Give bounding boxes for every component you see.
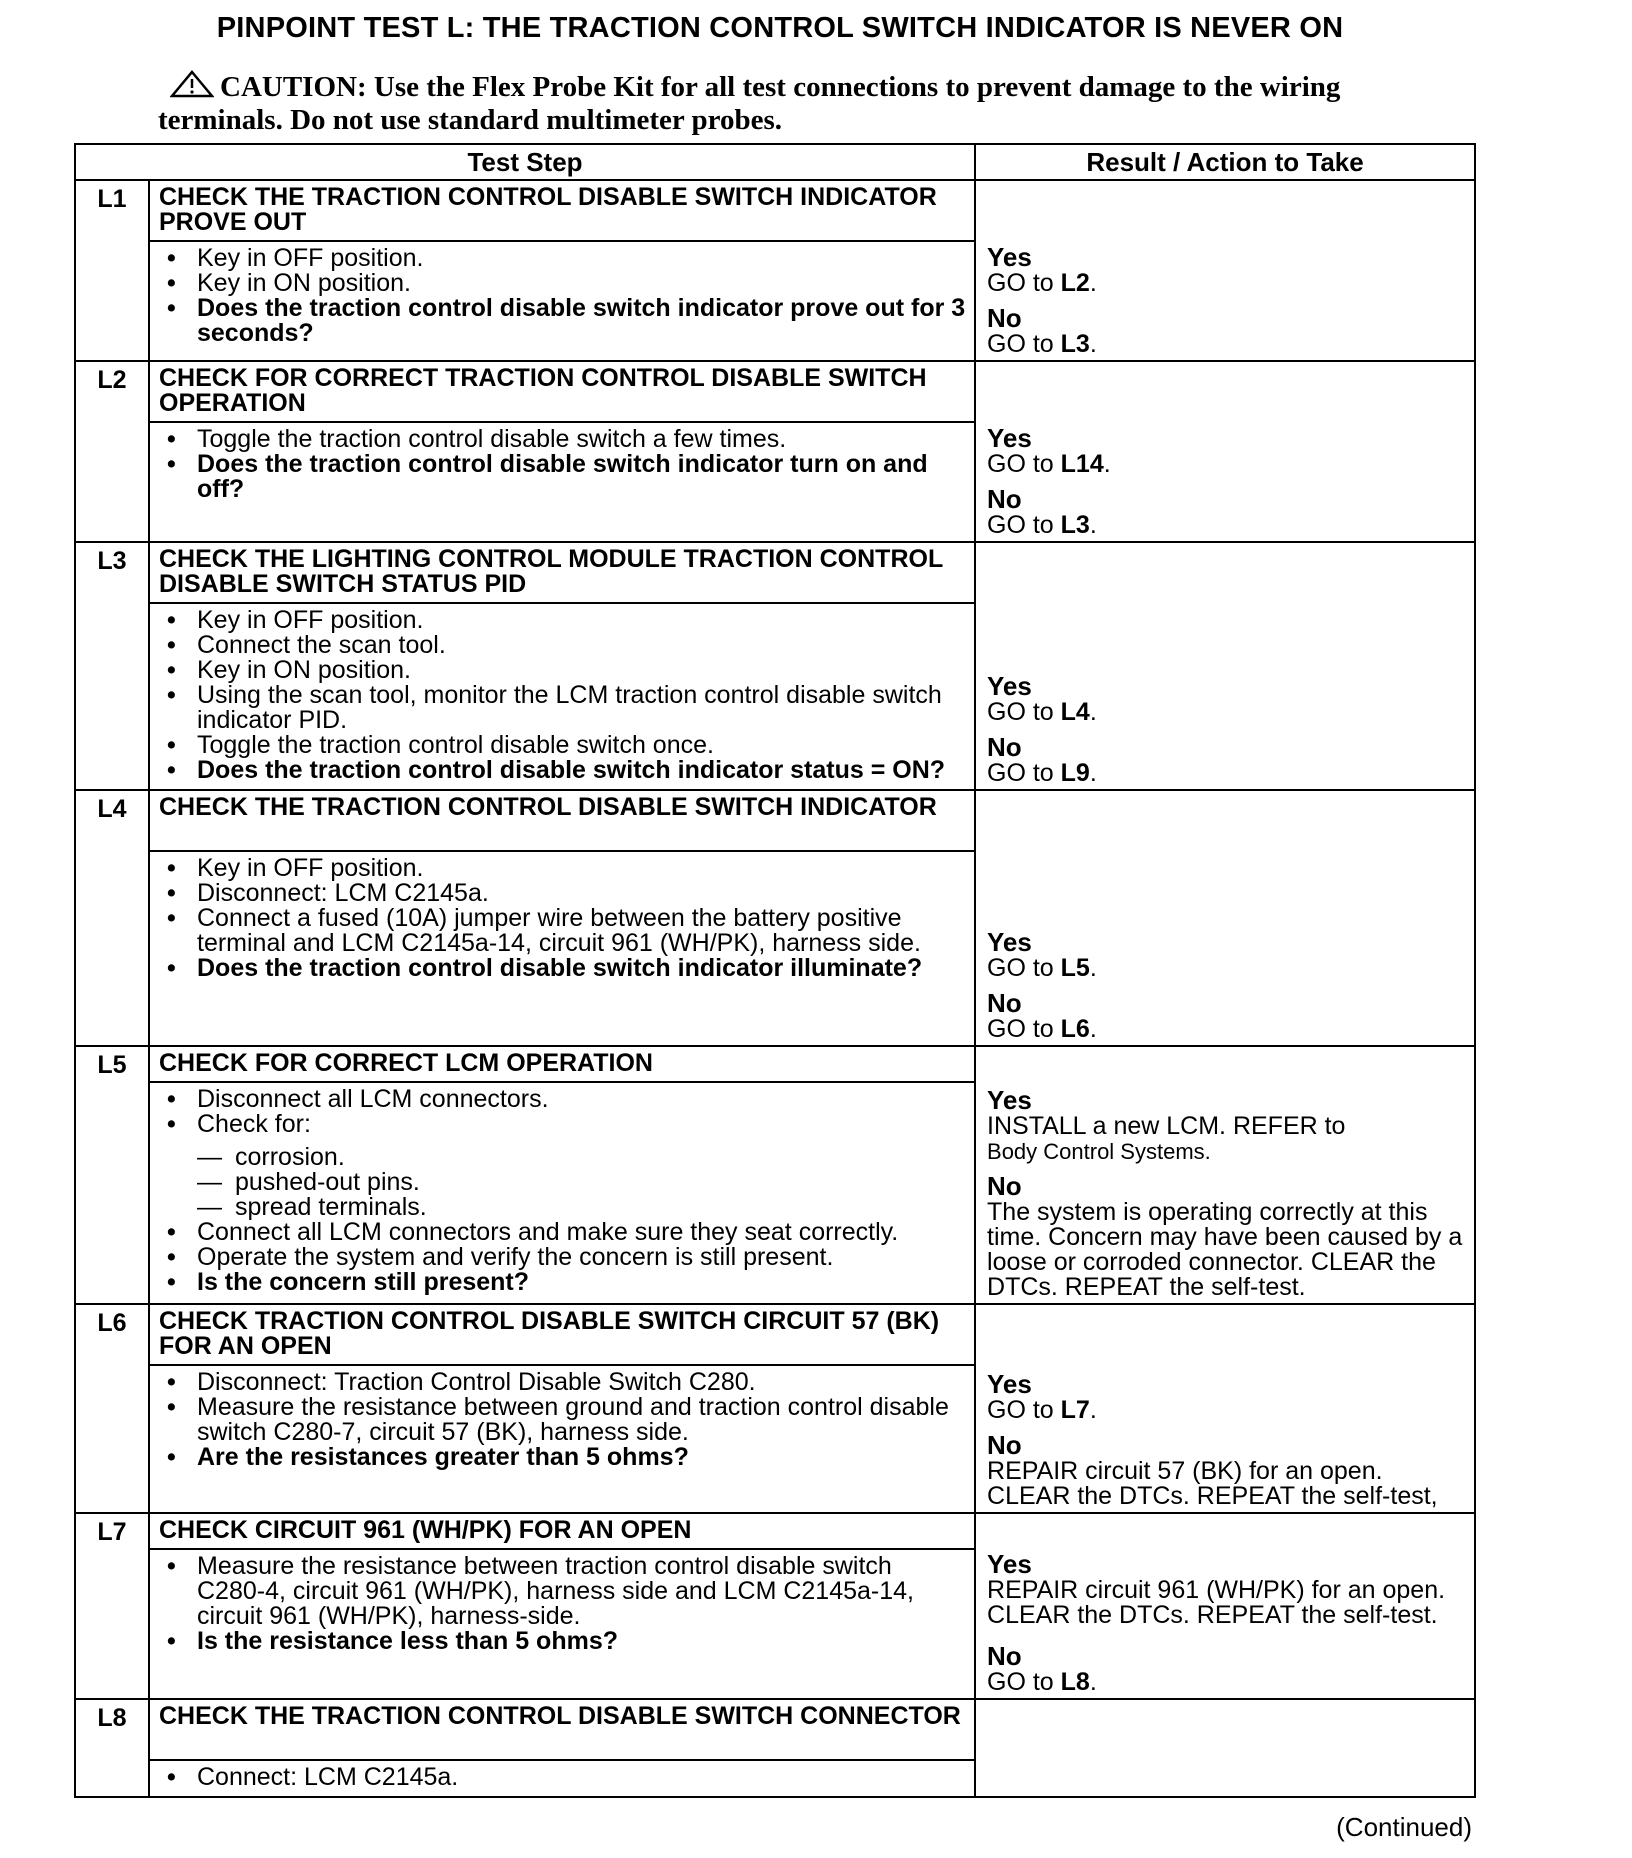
step-heading-row [75, 180, 1475, 241]
result-no-label: No [987, 1171, 1022, 1201]
list-item: • Measure the resistance between ground and traction control disable switch C280-7, circuit 57 (BK), harness side. [159, 1395, 966, 1445]
result-yes-label: Yes [987, 1549, 1032, 1579]
result-yes-ref: L5 [1060, 954, 1090, 982]
header-test-step: Test Step [75, 144, 975, 180]
step-heading: CHECK THE TRACTION CONTROL DISABLE SWITCH CONNECTOR [149, 1699, 975, 1760]
step-result: Yes GO to L5. No GO to L6. [975, 790, 1475, 1046]
step-body [149, 1365, 975, 1513]
result-no-label: No [987, 484, 1022, 514]
result-yes-ref: L7 [1060, 1396, 1090, 1424]
list-item: — corrosion. [159, 1145, 966, 1170]
warning-triangle-icon [170, 70, 214, 105]
step-body [149, 851, 975, 1046]
result-yes-text: GO to [987, 698, 1054, 726]
step-heading-row [75, 1699, 1475, 1760]
step-body [149, 422, 975, 542]
list-item: • Does the traction control disable switch indicator status = ON? [159, 758, 966, 783]
list-item: • Are the resistances greater than 5 ohms? [159, 1445, 966, 1470]
continued-note: (Continued) [1336, 1812, 1472, 1842]
step-result: Yes REPAIR circuit 961 (WH/PK) for an open. CLEAR the DTCs. REPEAT the self-test. No GO to L8. [975, 1513, 1475, 1699]
result-yes-text: GO to [987, 450, 1054, 478]
list-item: • Connect the scan tool. [159, 633, 966, 658]
result-yes-ref: Body Control Systems. [987, 1139, 1211, 1164]
list-item: • Disconnect: LCM C2145a. [159, 881, 966, 906]
step-id: L5 [75, 1046, 149, 1304]
caution-label: CAUTION: [220, 71, 367, 103]
step-heading-row [75, 1046, 1475, 1082]
list-item: — pushed-out pins. [159, 1170, 966, 1195]
step-id: L4 [75, 790, 149, 1046]
step-body [149, 1549, 975, 1699]
list-item: — spread terminals. [159, 1195, 966, 1220]
result-yes-ref: L2 [1060, 269, 1090, 297]
result-no-ref: L3 [1060, 511, 1090, 539]
result-yes-label: Yes [987, 423, 1032, 453]
result-no-text: REPAIR circuit 57 (BK) for an open. CLEAR the DTCs. REPEAT the self-test, [987, 1457, 1438, 1510]
step-id: L6 [75, 1304, 149, 1513]
step-body [149, 603, 975, 790]
step-heading: CHECK THE TRACTION CONTROL DISABLE SWITCH INDICATOR [149, 790, 975, 851]
list-item: • Is the concern still present? [159, 1270, 966, 1295]
caution-text: Use the Flex Probe Kit for all test connections to prevent damage to the wiring terminals. Do not use standard multimeter probes. [158, 71, 1341, 136]
list-item: • Does the traction control disable switch indicator prove out for 3 seconds? [159, 296, 966, 346]
list-item: • Connect: LCM C2145a. [159, 1765, 966, 1790]
step-result: Yes GO to L7. No REPAIR circuit 57 (BK) for an open. CLEAR the DTCs. REPEAT the self-test, [975, 1304, 1475, 1513]
step-heading-row [75, 1304, 1475, 1365]
list-item: • Key in ON position. [159, 658, 966, 683]
result-yes-ref: L14 [1060, 450, 1104, 478]
list-item: • Measure the resistance between traction control disable switch C280-4, circuit 961 (WH/PK), harness side and LCM C2145a-14, circuit 961 (WH/PK), harness-side. [159, 1554, 966, 1629]
step-result: Yes GO to L4. No GO to L9. [975, 542, 1475, 790]
step-result [975, 1699, 1475, 1797]
table-header-row [75, 144, 1475, 180]
list-item: • Disconnect: Traction Control Disable Switch C280. [159, 1370, 966, 1395]
step-heading-row [75, 361, 1475, 422]
result-yes-label: Yes [987, 1085, 1032, 1115]
result-yes-label: Yes [987, 1369, 1032, 1399]
step-body [149, 241, 975, 361]
list-item: • Toggle the traction control disable switch a few times. [159, 427, 966, 452]
list-item: • Does the traction control disable switch indicator illuminate? [159, 956, 966, 981]
result-yes-text: REPAIR circuit 961 (WH/PK) for an open. CLEAR the DTCs. REPEAT the self-test. [987, 1576, 1446, 1629]
result-yes-ref: L4 [1060, 698, 1090, 726]
result-no-label: No [987, 988, 1022, 1018]
step-heading: CHECK FOR CORRECT TRACTION CONTROL DISABLE SWITCH OPERATION [149, 361, 975, 422]
list-item: • Key in OFF position. [159, 856, 966, 881]
list-item: • Operate the system and verify the concern is still present. [159, 1245, 966, 1270]
result-no-text: GO to [987, 759, 1054, 787]
step-heading-row [75, 542, 1475, 603]
step-heading: CHECK THE TRACTION CONTROL DISABLE SWITCH INDICATOR PROVE OUT [149, 180, 975, 241]
step-result: Yes GO to L14. No GO to L3. [975, 361, 1475, 542]
header-result: Result / Action to Take [975, 144, 1475, 180]
pinpoint-test-table [74, 143, 1476, 1798]
result-yes-text: GO to [987, 269, 1054, 297]
step-heading-row [75, 1513, 1475, 1549]
result-yes-label: Yes [987, 671, 1032, 701]
list-item: • Connect all LCM connectors and make sure they seat correctly. [159, 1220, 966, 1245]
step-result [975, 1046, 1475, 1304]
step-heading-row [75, 790, 1475, 851]
caution-note [158, 70, 1458, 136]
result-no-label: No [987, 732, 1022, 762]
list-item: • Check for: [159, 1112, 966, 1137]
list-item: • Disconnect all LCM connectors. [159, 1087, 966, 1112]
result-no-label: No [987, 1430, 1022, 1460]
result-no-label: No [987, 1641, 1022, 1671]
list-item: • Connect a fused (10A) jumper wire between the battery positive terminal and LCM C2145a-14, circuit 961 (WH/PK), harness side. [159, 906, 966, 956]
result-no-ref: L3 [1060, 330, 1090, 358]
list-item: • Key in ON position. [159, 271, 966, 296]
step-heading: CHECK THE LIGHTING CONTROL MODULE TRACTION CONTROL DISABLE SWITCH STATUS PID [149, 542, 975, 603]
list-item: • Key in OFF position. [159, 246, 966, 271]
list-item: • Does the traction control disable switch indicator turn on and off? [159, 452, 966, 502]
page-title: PINPOINT TEST L: THE TRACTION CONTROL SWITCH INDICATOR IS NEVER ON [216, 12, 1344, 44]
result-no-text: GO to [987, 330, 1054, 358]
list-item: • Key in OFF position. [159, 608, 966, 633]
list-item: • Toggle the traction control disable switch once. [159, 733, 966, 758]
result-no-text: GO to [987, 511, 1054, 539]
list-item: • Is the resistance less than 5 ohms? [159, 1629, 966, 1654]
result-yes-label: Yes [987, 242, 1032, 272]
result-no-ref: L9 [1060, 759, 1090, 787]
step-result: Yes GO to L2. No GO to L3. [975, 180, 1475, 361]
result-no-ref: L6 [1060, 1015, 1090, 1043]
step-heading: CHECK FOR CORRECT LCM OPERATION [149, 1046, 975, 1082]
result-no-text: GO to [987, 1668, 1054, 1696]
step-body [149, 1760, 975, 1797]
result-yes-text: GO to [987, 954, 1054, 982]
list-item: • Using the scan tool, monitor the LCM traction control disable switch indicator PID. [159, 683, 966, 733]
result-yes-text: INSTALL a new LCM. REFER to [987, 1112, 1346, 1140]
step-id: L3 [75, 542, 149, 790]
result-no-ref: L8 [1060, 1668, 1090, 1696]
step-id: L2 [75, 361, 149, 542]
step-id: L7 [75, 1513, 149, 1699]
result-no-text: The system is operating correctly at this time. Concern may have been caused by a loose or corroded connector. CLEAR the DTCs. REPEAT the self-test. [987, 1198, 1463, 1301]
result-no-text: GO to [987, 1015, 1054, 1043]
result-yes-text: GO to [987, 1396, 1054, 1424]
step-id: L1 [75, 180, 149, 361]
step-heading: CHECK CIRCUIT 961 (WH/PK) FOR AN OPEN [149, 1513, 975, 1549]
step-id: L8 [75, 1699, 149, 1797]
result-yes-label: Yes [987, 927, 1032, 957]
step-heading: CHECK TRACTION CONTROL DISABLE SWITCH CIRCUIT 57 (BK) FOR AN OPEN [149, 1304, 975, 1365]
step-body [149, 1082, 975, 1304]
result-no-label: No [987, 303, 1022, 333]
